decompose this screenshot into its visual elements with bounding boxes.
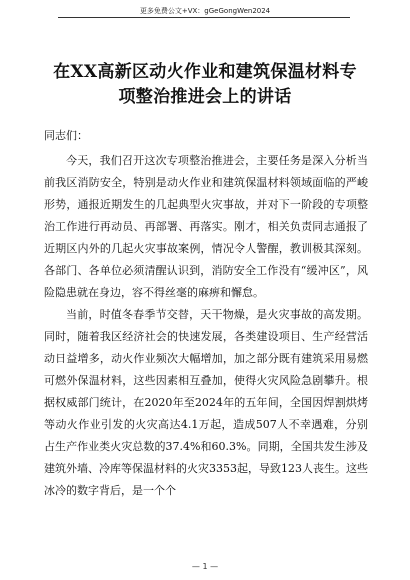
page-header: 更多免费公文+VX：gGeGongWen2024 — [139, 7, 271, 15]
salutation: 同志们： — [44, 129, 88, 142]
document-body — [44, 150, 368, 502]
paragraph: 今天，我们召开这次专项整治推进会，主要任务是深入分析当前我区消防安全，特别是动火作业和建筑保温材料领域面临的严峻形势，通报近期发生的几起典型火灾事故，并对下一阶段的专项整治工作进行再动员、再部署、再落实。刚才，相关负责同志通报了近期区内外的几起火灾事故案例，情况令人警醒，教训极其深刻。各部门、各单位必须清醒认识到，消防安全工作没有“缓冲区”，风险隐患就在身边，容不得丝毫的麻痹和懈怠。 — [44, 154, 368, 299]
header-divider — [58, 17, 350, 18]
paragraph: 当前，时值冬春季节交替，天干物燥，是火灾事故的高发期。同时，随着我区经济社会的快速发展，各类建设项目、生产经营活动日益增多，动火作业频次大幅增加，加之部分既有建筑采用易燃可燃外保温材料，这些因素相互叠加，使得火灾风险急剧攀升。根据权威部门统计，在2020年至2024年的五年间，全国因焊割烘烤等动火作业引发的火灾高达4.1万起，造成507人不幸遇难，分别占生产作业类火灾总数的37.4%和60.3%。同期，全国共发生涉及建筑外墙、冷库等保温材料的火灾3353起，导致123人丧生。这些冰冷的数字背后，是一个个 — [44, 308, 368, 497]
page-number: — 1 — — [191, 562, 219, 571]
document-title: 在XX高新区动火作业和建筑保温材料专项整治推进会上的讲话 — [53, 62, 357, 107]
